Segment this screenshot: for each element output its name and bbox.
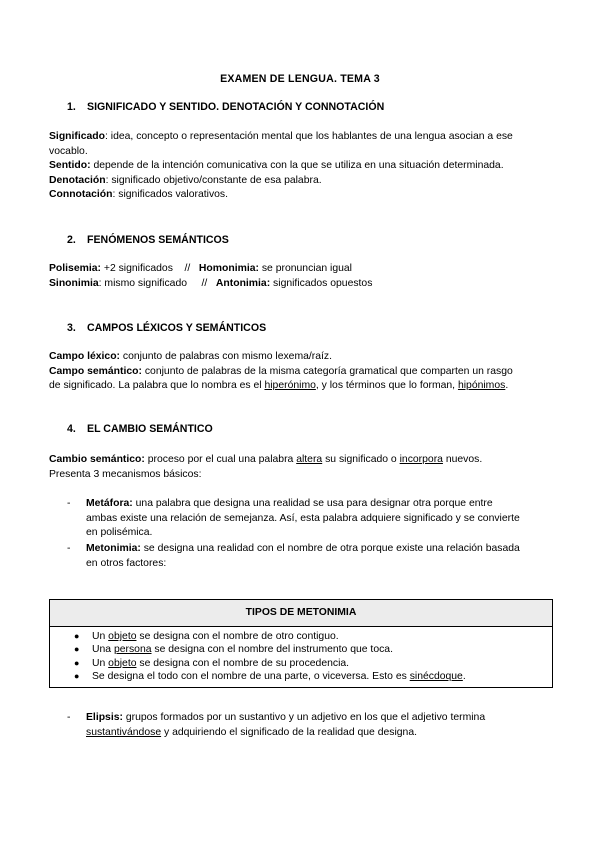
term: Metonimia:	[86, 543, 141, 554]
item-text: se designa con el nombre de su procedencia.	[136, 657, 350, 669]
separator: //	[201, 277, 208, 289]
term: Polisemia:	[49, 263, 101, 274]
definition-text: ambas existe una relación de semejanza. Así, esta palabra adquiere significado y se convierte	[86, 512, 520, 524]
section-3-heading	[67, 322, 266, 334]
item-text: Un	[92, 631, 109, 642]
section-4-intro	[49, 453, 549, 482]
definition-significado	[49, 130, 549, 145]
list-item	[50, 670, 552, 683]
mechanisms-intro: Presenta 3 mecanismos básicos:	[49, 468, 202, 480]
section-number: 3.	[67, 322, 76, 334]
bullet-dot: ●	[74, 670, 80, 681]
definition-campo-semantico	[49, 365, 549, 380]
section-title: FENÓMENOS SEMÁNTICOS	[87, 234, 229, 246]
definition-connotacion	[49, 188, 549, 203]
definition-text: se designa una realidad con el nombre de otra porque existe una relación basada	[140, 543, 520, 554]
underlined-term: objeto	[108, 657, 137, 669]
list-item	[50, 643, 552, 656]
definition-sentido	[49, 159, 549, 174]
section-2-body	[49, 262, 549, 291]
section-number: 4.	[67, 423, 76, 435]
definition-text: +2 significados	[100, 263, 173, 274]
bullet-text	[86, 711, 549, 740]
bullet-elipsis	[67, 711, 549, 740]
term: Metáfora:	[86, 498, 133, 509]
underlined-term: incorpora	[399, 454, 443, 465]
underlined-term: hiperónimo	[264, 380, 316, 391]
definition-text: .	[505, 380, 509, 391]
definition-text: vocablo.	[49, 145, 88, 157]
definition-significado-cont	[49, 145, 549, 160]
section-number: 1.	[67, 101, 76, 113]
section-title: EL CAMBIO SEMÁNTICO	[87, 423, 213, 435]
list-item	[50, 630, 552, 643]
document-title: EXAMEN DE LENGUA. TEMA 3	[220, 73, 380, 85]
term: Homonimia:	[198, 263, 259, 274]
bullet-text	[86, 497, 549, 541]
item-text: Un	[92, 657, 109, 669]
table-header: TIPOS DE METONIMIA	[50, 600, 552, 627]
section-4-heading	[67, 423, 213, 435]
phenomena-row-2	[49, 277, 549, 292]
definition-text: : significados valorativos.	[112, 189, 229, 200]
definition-text: grupos formados por un sustantivo y un adjetivo en los que el adjetivo termina	[122, 712, 486, 723]
item-text: Se designa el todo con el nombre de una parte, o viceversa. Esto es	[92, 670, 410, 682]
phenomena-row-1	[49, 262, 549, 277]
definition-text: y adquiriendo el significado de la realidad que designa.	[161, 726, 417, 738]
dash-bullet: -	[67, 543, 71, 554]
metonimia-types-table	[49, 599, 553, 688]
section-number: 2.	[67, 234, 76, 246]
item-text: se designa con el nombre de otro contiguo.	[136, 631, 339, 642]
underlined-term: objeto	[108, 631, 137, 642]
section-3-body	[49, 350, 549, 394]
item-text: se designa con el nombre del instrumento que toca.	[151, 644, 393, 656]
definition-text: : idea, concepto o representación mental que los hablantes de una lengua asocian a ese	[105, 131, 513, 142]
underlined-term: sustantivándose	[86, 726, 162, 738]
section-1-heading	[67, 101, 384, 113]
table-body	[50, 627, 552, 687]
underlined-term: hipónimos	[457, 380, 506, 391]
definition-text: proceso por el cual una palabra	[144, 454, 297, 465]
underlined-term: sinécdoque	[409, 670, 463, 682]
term: Connotación	[49, 189, 113, 200]
item-text: Una	[92, 644, 114, 656]
definition-text: conjunto de palabras con mismo lexema/raíz.	[120, 351, 332, 362]
definition-text: una palabra que designa una realidad se usa para designar otra porque entre	[132, 498, 493, 509]
bullet-text	[86, 542, 549, 571]
term: Antonimia:	[215, 277, 271, 289]
definition-campo-lexico	[49, 350, 549, 365]
term: Campo léxico:	[49, 351, 121, 362]
section-2-heading	[67, 234, 229, 246]
underlined-term: altera	[296, 454, 323, 465]
bullet-dot: ●	[74, 644, 80, 655]
list-item	[50, 657, 552, 670]
definition-text: conjunto de palabras de la misma categoría gramatical que comparten un rasgo	[141, 365, 513, 377]
term: Denotación	[49, 174, 106, 186]
definition-text: : mismo significado	[98, 277, 188, 289]
separator: //	[184, 263, 191, 274]
section-title: SIGNIFICADO Y SENTIDO. DENOTACIÓN Y CONNOTACIÓN	[87, 101, 385, 113]
section-title: CAMPOS LÉXICOS Y SEMÁNTICOS	[87, 322, 267, 334]
term: Campo semántico:	[49, 365, 142, 377]
definition-text: de significado. La palabra que lo nombra es el	[49, 380, 265, 391]
term: Cambio semántico:	[49, 454, 145, 465]
underlined-term: persona	[113, 644, 152, 656]
definition-text: significados opuestos	[270, 277, 373, 289]
definition-denotacion	[49, 174, 549, 189]
dash-bullet: -	[67, 498, 71, 509]
definition-text: depende de la intención comunicativa con la que se utiliza en una situación determinada.	[90, 160, 504, 171]
bullet-dot: ●	[74, 631, 80, 641]
item-text: .	[462, 670, 466, 682]
definition-text: : significado objetivo/constante de esa palabra.	[105, 174, 322, 186]
term: Sentido:	[49, 160, 91, 171]
bullet-dot: ●	[74, 657, 80, 668]
definition-text: en otros factores:	[86, 557, 167, 569]
dash-bullet: -	[67, 712, 71, 723]
term: Elipsis:	[86, 712, 123, 723]
section-1-body	[49, 130, 549, 203]
definition-text: en polisémica.	[86, 527, 153, 538]
bullet-metonimia	[67, 542, 549, 571]
definition-text: nuevos.	[442, 454, 483, 465]
definition-campo-semantico-cont	[49, 379, 549, 394]
definition-text: se pronuncian igual	[258, 263, 352, 274]
bullet-metafora	[67, 497, 549, 541]
definition-cambio-semantico	[49, 453, 549, 468]
definition-text: su significado o	[322, 454, 400, 465]
term: Sinonimia	[49, 277, 99, 289]
definition-text: , y los términos que lo forman,	[315, 380, 458, 391]
term: Significado	[49, 131, 105, 142]
